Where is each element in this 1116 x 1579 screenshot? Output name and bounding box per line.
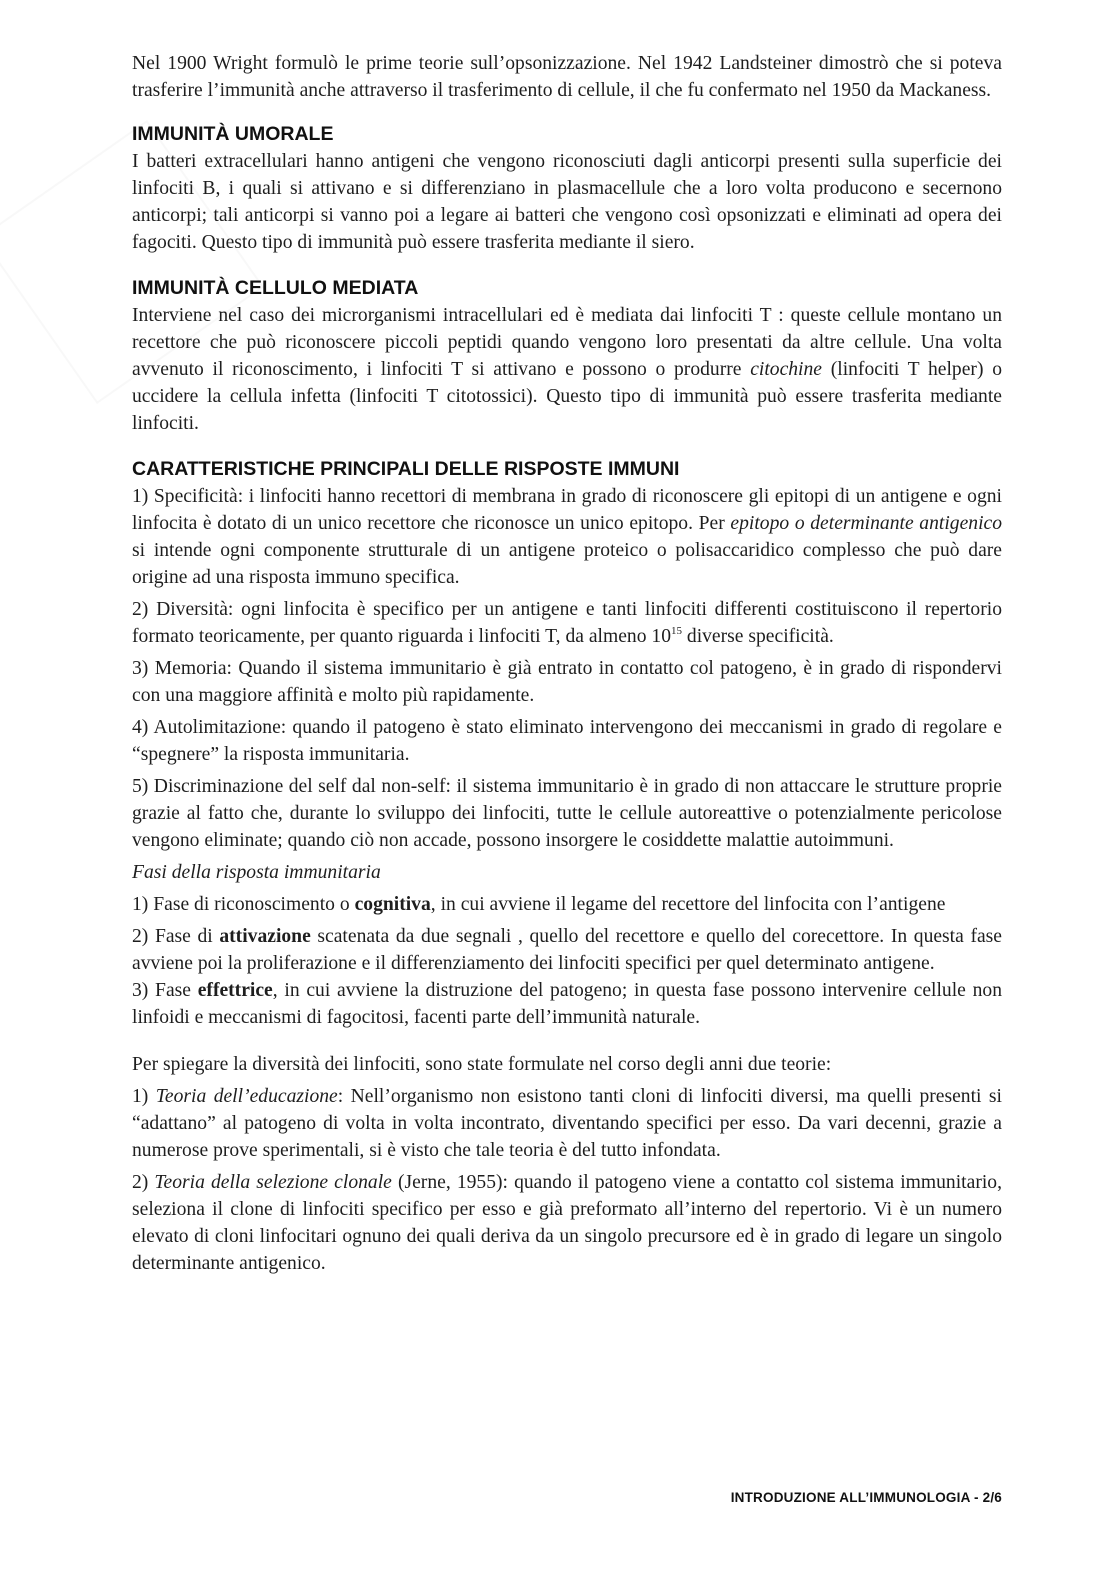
- heading-caratteristiche: CARATTERISTICHE PRINCIPALI DELLE RISPOSTE IMMUNI: [132, 458, 680, 480]
- p1-text-a: 1) Specificità: i linfociti hanno recettori di membrana in grado di riconoscere gli epitopi di un antigene e ogni linfocita è dotato di un unico recettore che riconosce un unico epitopo. Per: [132, 486, 1002, 534]
- f3-text-b: , in cui avviene la distruzione del patogeno; in questa fase possono intervenire cellule non linfoidi e meccanismi di fagocitosi, facenti parte dell’immunità naturale.: [132, 980, 1002, 1028]
- caratteristica-autolimitazione: 4) Autolimitazione: quando il patogeno è stato eliminato intervengono dei meccanismi in grado di regolare e “spegnere” la risposta immunitaria.: [132, 717, 1002, 765]
- caratteristica-specificita: [132, 483, 1002, 591]
- page-footer: INTRODUZIONE ALL’IMMUNOLOGIA - 2/6: [730, 1490, 1002, 1505]
- t1-num: 1): [132, 1086, 156, 1107]
- f1-text-a: 1) Fase di riconoscimento o: [132, 894, 355, 915]
- teoria-selezione-clonale: [132, 1169, 1002, 1277]
- cellulo-citochine: citochine: [750, 359, 822, 380]
- f1-text-b: , in cui avviene il legame del recettore del linfocita con l’antigene: [430, 894, 946, 915]
- caratteristica-discriminazione: 5) Discriminazione del self dal non-self: il sistema immunitario è in grado di non attaccare le strutture proprie grazie al fatto che, durante lo sviluppo dei linfociti, tutte le cellule autoreattive o potenzialmente pericolose vengono eliminate; quando ciò non accade, possono insorgere le cosiddette malattie autoimmuni.: [132, 776, 1002, 851]
- p1-epitopo: epitopo o determinante antigenico: [730, 513, 1003, 534]
- t1-title: Teoria dell’educazione: [155, 1086, 338, 1107]
- caratteristica-diversita: [132, 596, 1002, 650]
- heading-immunita-umorale: IMMUNITÀ UMORALE: [132, 123, 334, 145]
- heading-immunita-cellulo-mediata: IMMUNITÀ CELLULO MEDIATA: [132, 277, 419, 299]
- t2-text: (Jerne, 1955): quando il patogeno viene a contatto col sistema immunitario, seleziona il clone di linfociti specifico per esso e già preformato all’interno del repertorio. Vi è un numero elevato di cloni linfocitari ognuno dei quali deriva da un singolo precursore ed è in grado di legare un singolo determinante antigenico.: [132, 1172, 1002, 1274]
- f3-text-a: 3) Fase: [132, 980, 198, 1001]
- teorie-intro: Per spiegare la diversità dei linfociti, sono state formulate nel corso degli anni due teorie:: [132, 1054, 832, 1075]
- teoria-educazione: [132, 1083, 1002, 1164]
- fasi-title: Fasi della risposta immunitaria: [132, 862, 381, 883]
- p2-text-a: 2) Diversità: ogni linfocita è specifico per un antigene e tanti linfociti differenti costituiscono il repertorio formato teoricamente, per quanto riguarda i linfociti T, da almeno 10: [132, 599, 1002, 647]
- intro-paragraph: Nel 1900 Wright formulò le prime teorie sull’opsonizzazione. Nel 1942 Landsteiner dimostrò che si poteva trasferire l’immunità anche attraverso il trasferimento di cellule, il che fu confermato nel 1950 da Mackaness.: [132, 53, 1002, 101]
- t2-num: 2): [132, 1172, 155, 1193]
- cellulo-text-b: (linfociti T helper) o uccidere la cellula infetta (linfociti T citotossici). Questo tipo di immunità può essere trasferita mediante linfociti.: [132, 359, 1002, 434]
- document-page: [132, 50, 1002, 1277]
- f2-text-b: scatenata da due segnali , quello del recettore e quello del corecettore. In questa fase avviene poi la proliferazione e il differenziamento dei linfociti specifici per quel determinato antigene.: [132, 926, 1002, 974]
- caratteristica-memoria: 3) Memoria: Quando il sistema immunitario è già entrato in contatto col patogeno, è in grado di rispondervi con una maggiore affinità e molto più rapidamente.: [132, 658, 1002, 706]
- f3-bold: effettrice: [197, 980, 273, 1001]
- f2-text-a: 2) Fase di: [132, 926, 220, 947]
- cellulo-text-a: Interviene nel caso dei microrganismi intracellulari ed è mediata dai linfociti T : queste cellule montano un recettore che può riconoscere piccoli peptidi quando vengono loro presentati da altre cellule. Una volta avvenuto il riconoscimento, i linfociti T si attivano e possono o produrre: [132, 305, 1002, 380]
- p2-exponent: 15: [671, 625, 682, 637]
- f2-bold: attivazione: [219, 926, 311, 947]
- cellulo-paragraph: [132, 302, 1002, 437]
- p1-text-b: si intende ogni componente strutturale di un antigene proteico o polisaccaridico complesso che può dare origine ad una risposta immuno specifica.: [132, 540, 1002, 588]
- umorale-paragraph: I batteri extracellulari hanno antigeni che vengono riconosciuti dagli anticorpi presenti sulla superficie dei linfociti B, i quali si attivano e si differenziano in plasmacellule che a loro volta producono e secernono anticorpi; tali anticorpi si vanno poi a legare ai batteri che vengono così opsonizzati e eliminati ad opera dei fagociti. Questo tipo di immunità può essere trasferita mediante il siero.: [132, 151, 1002, 253]
- t1-text: : Nell’organismo non esistono tanti cloni di linfociti diversi, ma quelli presenti si “adattano” al patogeno di volta in volta incontrato, diventando specifici per esso. Da vari decenni, grazie a numerose prove sperimentali, si è visto che tale teoria è del tutto infondata.: [132, 1086, 1002, 1161]
- p2-text-b: diverse specificità.: [682, 626, 834, 647]
- t2-title: Teoria della selezione clonale: [154, 1172, 392, 1193]
- fase-attivazione: [132, 923, 1002, 977]
- fase-cognitiva: [132, 891, 1002, 918]
- fase-effettrice: [132, 977, 1002, 1031]
- f1-bold: cognitiva: [354, 894, 431, 915]
